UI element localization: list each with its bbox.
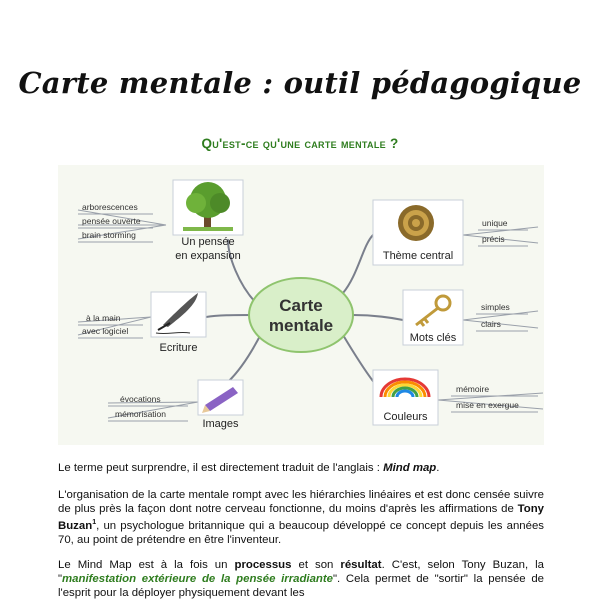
leaf-simples: simples [481, 302, 510, 312]
leaf-memoire: mémoire [456, 384, 490, 394]
leaf-arborescences: arborescences [82, 202, 138, 212]
page-title: Carte mentale : outil pédagogique [18, 66, 582, 100]
p3-text-a: Le Mind Map est à la fois un [58, 559, 235, 571]
leaf-brain-storming: brain storming [82, 230, 136, 240]
p3-text-c: . C'est, selon Tony Buzan, la " [58, 559, 545, 585]
center-node-label [249, 296, 353, 336]
p3-text-d: ". Cela permet de "sortir" la pensée de l'esprit pour la déployer physiquement devant les [58, 573, 544, 599]
leaf-memorisation: mémorisation [115, 409, 167, 419]
leaf-clairs: clairs [481, 319, 501, 329]
leaf-mise-en-exergue: mise en exergue [456, 400, 519, 410]
quill-pen-icon [151, 292, 206, 337]
p3-bold-1: processus [234, 559, 292, 571]
branch-couleurs-label: Couleurs [383, 411, 428, 423]
branch-images-label: Images [202, 418, 239, 430]
branch-mots-cles-label: Mots clés [409, 332, 457, 344]
p2-footnote-ref: 1 [92, 519, 97, 526]
leaf-evocations: évocations [120, 394, 161, 404]
leaf-pensee-ouverte: pensée ouverte [82, 216, 141, 226]
p3-quote: manifestation extérieure de la pensée irradiante [62, 573, 334, 585]
p2-text-a: L'organisation de la carte mentale rompt avec les hiérarchies linéaires et est donc censée suivre de plus près la façon dont notre cerveau fonctionne, du moins d'après les affirmations de [58, 489, 544, 515]
leaf-precis: précis [482, 234, 505, 244]
branch-ecriture-label: Ecriture [159, 342, 198, 354]
branch-theme-label: Thème central [382, 250, 454, 262]
pencil-icon [198, 380, 243, 415]
paragraph-intro [58, 461, 544, 475]
tree-icon [173, 180, 243, 235]
branch-expansion-line-1: Un pensée [181, 236, 235, 248]
mind-map-figure [58, 165, 544, 445]
p3-bold-2: résultat [340, 559, 382, 571]
p2-text-b: , un psychologue britannique qui a beaucoup développé ce concept depuis les années 70, au point de prétendre en être l'inventeur. [58, 519, 544, 546]
p1-end: . [436, 462, 440, 474]
section-heading: Qu'est-ce qu'une carte mentale ? [201, 136, 399, 151]
p3-text-mid: et son [291, 559, 341, 571]
leaf-avec-logiciel: avec logiciel [82, 326, 129, 336]
branch-expansion-line-2: en expansion [175, 250, 241, 262]
center-line-2: mentale [268, 316, 334, 335]
leaf-a-la-main: à la main [86, 313, 121, 323]
center-line-1: Carte [279, 296, 323, 315]
p2-name: Tony Buzan [58, 503, 544, 532]
leaf-unique: unique [482, 218, 508, 228]
p1-term: Mind map [383, 462, 437, 474]
p1-text: Le terme peut surprendre, il est directement traduit de l'anglais : [58, 462, 384, 474]
paragraph-processus [58, 558, 544, 600]
paragraph-organisation [58, 488, 544, 547]
branch-expansion-label [166, 235, 250, 263]
